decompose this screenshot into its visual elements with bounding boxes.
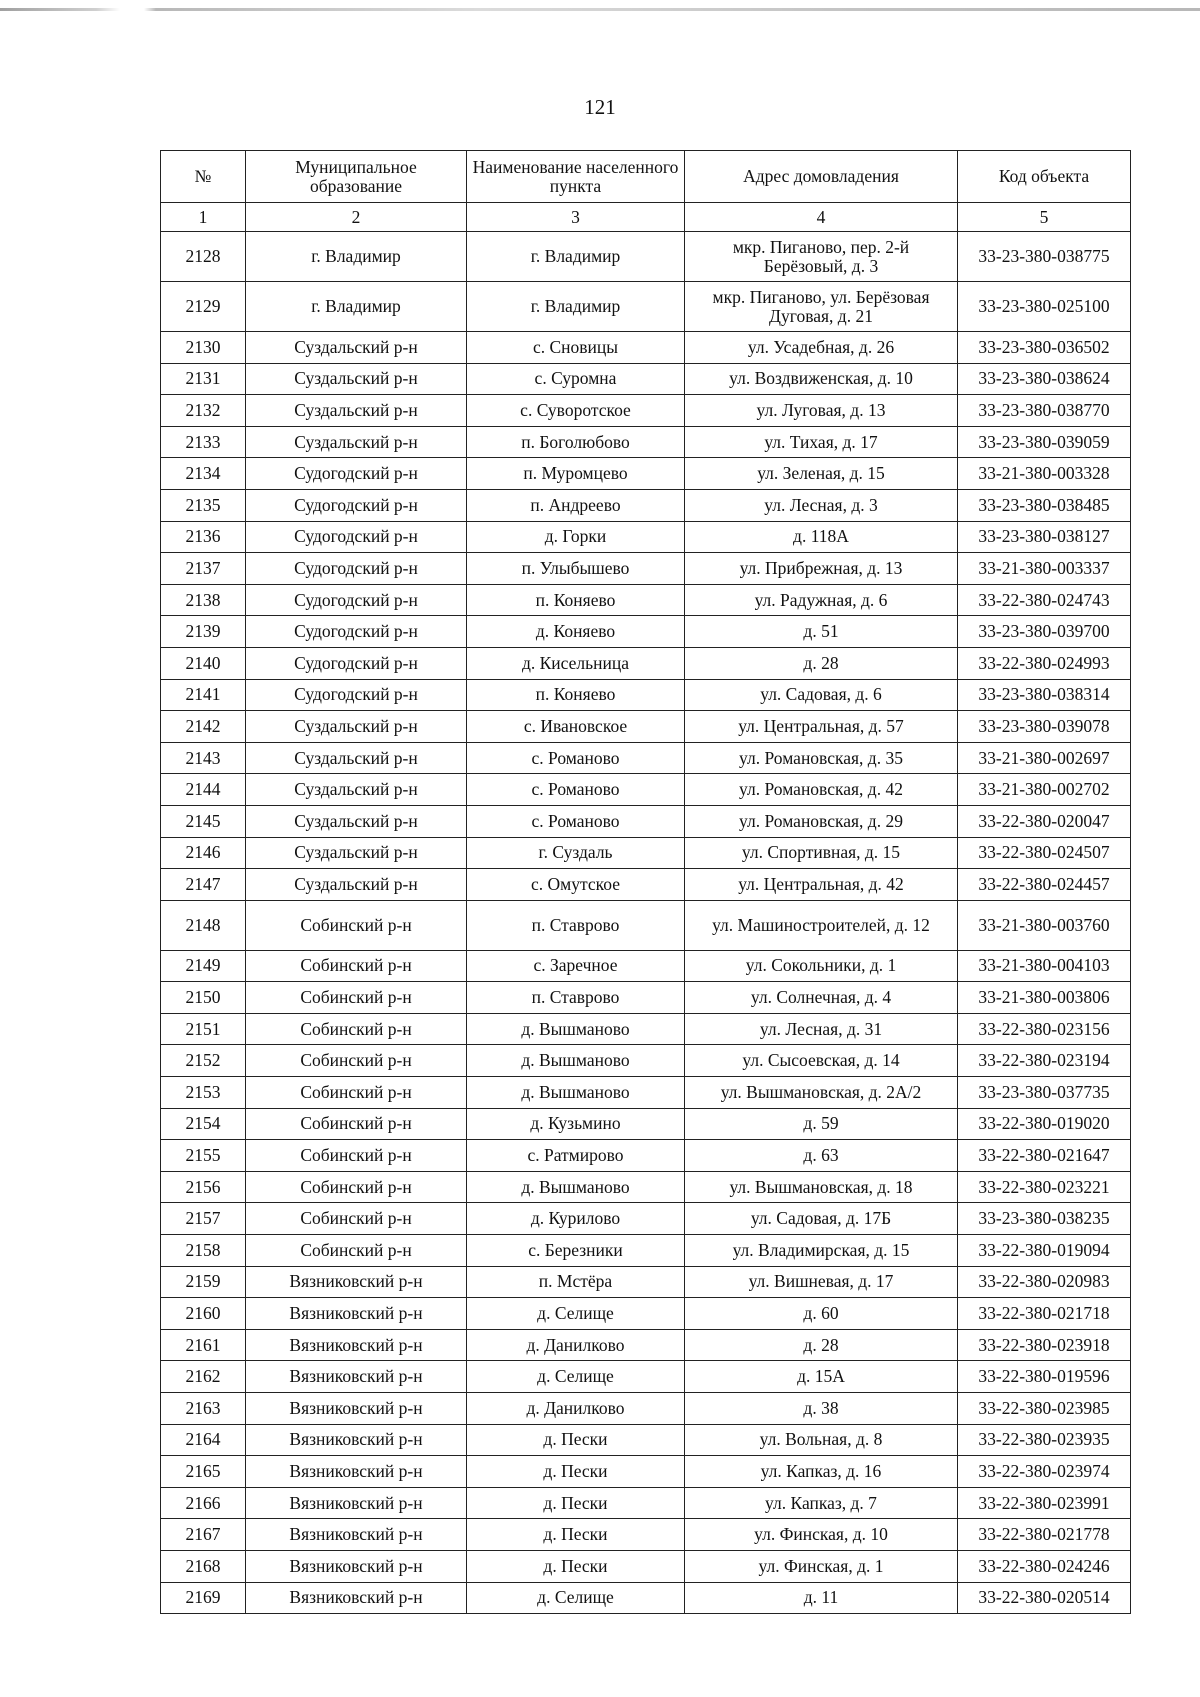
object-code-cell: 33-22-380-023156 (958, 1013, 1131, 1045)
row-number-cell: 2159 (161, 1266, 246, 1298)
table-row (161, 679, 1131, 711)
municipality-cell: Судогодский р-н (246, 679, 467, 711)
table-row (161, 869, 1131, 901)
column-number: 2 (246, 203, 467, 232)
address-cell: ул. Сысоевская, д. 14 (685, 1045, 958, 1077)
address-cell: ул. Машиностроителей, д. 12 (685, 900, 958, 950)
table-row (161, 553, 1131, 585)
municipality-cell: Суздальский р-н (246, 332, 467, 364)
table-row (161, 616, 1131, 648)
row-number-cell: 2154 (161, 1108, 246, 1140)
address-cell: ул. Вышмановская, д. 18 (685, 1171, 958, 1203)
municipality-cell: Вязниковский р-н (246, 1456, 467, 1488)
table-row (161, 1171, 1131, 1203)
address-cell: ул. Зеленая, д. 15 (685, 458, 958, 490)
settlement-cell: д. Пески (467, 1487, 685, 1519)
object-code-cell: 33-21-380-004103 (958, 950, 1131, 982)
object-code-cell: 33-22-380-019020 (958, 1108, 1131, 1140)
object-code-cell: 33-22-380-024743 (958, 584, 1131, 616)
row-number-cell: 2152 (161, 1045, 246, 1077)
municipality-cell: Собинский р-н (246, 1171, 467, 1203)
object-code-cell: 33-22-380-021718 (958, 1298, 1131, 1330)
row-number-cell: 2144 (161, 774, 246, 806)
settlement-cell: г. Владимир (467, 282, 685, 332)
settlement-cell: д. Пески (467, 1424, 685, 1456)
household-registry-table (160, 150, 1131, 1614)
settlement-cell: д. Кисельница (467, 647, 685, 679)
row-number-cell: 2156 (161, 1171, 246, 1203)
object-code-cell: 33-22-380-023935 (958, 1424, 1131, 1456)
address-cell: ул. Воздвиженская, д. 10 (685, 363, 958, 395)
row-number-cell: 2142 (161, 711, 246, 743)
row-number-cell: 2141 (161, 679, 246, 711)
municipality-cell: Судогодский р-н (246, 553, 467, 585)
municipality-cell: Вязниковский р-н (246, 1550, 467, 1582)
page-number: 121 (584, 95, 616, 119)
municipality-cell: Собинский р-н (246, 1108, 467, 1140)
object-code-cell: 33-22-380-024993 (958, 647, 1131, 679)
municipality-cell: Суздальский р-н (246, 395, 467, 427)
row-number-cell: 2162 (161, 1361, 246, 1393)
municipality-cell: Собинский р-н (246, 900, 467, 950)
address-cell: ул. Вольная, д. 8 (685, 1424, 958, 1456)
municipality-cell: Суздальский р-н (246, 426, 467, 458)
settlement-cell: д. Пески (467, 1456, 685, 1488)
address-cell: д. 28 (685, 647, 958, 679)
object-code-cell: 33-22-380-020983 (958, 1266, 1131, 1298)
row-number-cell: 2155 (161, 1140, 246, 1172)
table-row (161, 1424, 1131, 1456)
settlement-cell: д. Вышманово (467, 1077, 685, 1109)
settlement-cell: д. Селище (467, 1582, 685, 1614)
header-number: № (161, 151, 246, 203)
settlement-cell: д. Вышманово (467, 1013, 685, 1045)
municipality-cell: Суздальский р-н (246, 774, 467, 806)
object-code-cell: 33-23-380-038775 (958, 232, 1131, 282)
address-cell: ул. Романовская, д. 29 (685, 805, 958, 837)
municipality-cell: Судогодский р-н (246, 489, 467, 521)
settlement-cell: п. Мстёра (467, 1266, 685, 1298)
address-cell: ул. Вышмановская, д. 2А/2 (685, 1077, 958, 1109)
column-number: 1 (161, 203, 246, 232)
object-code-cell: 33-23-380-038624 (958, 363, 1131, 395)
table-row (161, 1235, 1131, 1267)
municipality-cell: Собинский р-н (246, 950, 467, 982)
settlement-cell: с. Ратмирово (467, 1140, 685, 1172)
settlement-cell: г. Владимир (467, 232, 685, 282)
municipality-cell: Суздальский р-н (246, 869, 467, 901)
row-number-cell: 2143 (161, 742, 246, 774)
object-code-cell: 33-22-380-023991 (958, 1487, 1131, 1519)
row-number-cell: 2135 (161, 489, 246, 521)
table-row (161, 711, 1131, 743)
row-number-cell: 2150 (161, 982, 246, 1014)
address-cell: ул. Солнечная, д. 4 (685, 982, 958, 1014)
row-number-cell: 2161 (161, 1329, 246, 1361)
municipality-cell: Судогодский р-н (246, 521, 467, 553)
object-code-cell: 33-22-380-023194 (958, 1045, 1131, 1077)
address-cell: ул. Лесная, д. 31 (685, 1013, 958, 1045)
municipality-cell: г. Владимир (246, 232, 467, 282)
settlement-cell: п. Ставрово (467, 982, 685, 1014)
address-cell: ул. Романовская, д. 35 (685, 742, 958, 774)
object-code-cell: 33-22-380-024507 (958, 837, 1131, 869)
settlement-cell: п. Муромцево (467, 458, 685, 490)
settlement-cell: д. Данилково (467, 1393, 685, 1425)
settlement-cell: д. Курилово (467, 1203, 685, 1235)
row-number-cell: 2140 (161, 647, 246, 679)
address-cell: ул. Садовая, д. 6 (685, 679, 958, 711)
address-cell: ул. Сокольники, д. 1 (685, 950, 958, 982)
object-code-cell: 33-22-380-023918 (958, 1329, 1131, 1361)
object-code-cell: 33-22-380-021778 (958, 1519, 1131, 1551)
row-number-cell: 2167 (161, 1519, 246, 1551)
municipality-cell: Вязниковский р-н (246, 1266, 467, 1298)
row-number-cell: 2151 (161, 1013, 246, 1045)
address-cell: ул. Центральная, д. 42 (685, 869, 958, 901)
table-row (161, 982, 1131, 1014)
object-code-cell: 33-21-380-002697 (958, 742, 1131, 774)
settlement-cell: с. Суромна (467, 363, 685, 395)
row-number-cell: 2136 (161, 521, 246, 553)
object-code-cell: 33-22-380-024246 (958, 1550, 1131, 1582)
settlement-cell: с. Заречное (467, 950, 685, 982)
object-code-cell: 33-21-380-003328 (958, 458, 1131, 490)
table-row (161, 1550, 1131, 1582)
settlement-cell: г. Суздаль (467, 837, 685, 869)
table-row (161, 805, 1131, 837)
municipality-cell: Вязниковский р-н (246, 1298, 467, 1330)
municipality-cell: Судогодский р-н (246, 616, 467, 648)
address-cell: ул. Капказ, д. 7 (685, 1487, 958, 1519)
object-code-cell: 33-23-380-036502 (958, 332, 1131, 364)
address-cell: ул. Усадебная, д. 26 (685, 332, 958, 364)
row-number-cell: 2129 (161, 282, 246, 332)
table-row (161, 1108, 1131, 1140)
row-number-cell: 2163 (161, 1393, 246, 1425)
address-cell: д. 60 (685, 1298, 958, 1330)
row-number-cell: 2130 (161, 332, 246, 364)
address-cell: ул. Спортивная, д. 15 (685, 837, 958, 869)
municipality-cell: Вязниковский р-н (246, 1582, 467, 1614)
settlement-cell: с. Романово (467, 805, 685, 837)
table-row (161, 774, 1131, 806)
table-row (161, 1582, 1131, 1614)
settlement-cell: п. Коняево (467, 679, 685, 711)
row-number-cell: 2164 (161, 1424, 246, 1456)
settlement-cell: п. Коняево (467, 584, 685, 616)
municipality-cell: Собинский р-н (246, 1235, 467, 1267)
object-code-cell: 33-21-380-003806 (958, 982, 1131, 1014)
row-number-cell: 2131 (161, 363, 246, 395)
address-cell: д. 59 (685, 1108, 958, 1140)
municipality-cell: Собинский р-н (246, 1077, 467, 1109)
object-code-cell: 33-23-380-039700 (958, 616, 1131, 648)
address-cell: д. 51 (685, 616, 958, 648)
header-object-code: Код объекта (958, 151, 1131, 203)
municipality-cell: Собинский р-н (246, 1203, 467, 1235)
settlement-cell: п. Боголюбово (467, 426, 685, 458)
row-number-cell: 2132 (161, 395, 246, 427)
address-cell: ул. Луговая, д. 13 (685, 395, 958, 427)
municipality-cell: Суздальский р-н (246, 711, 467, 743)
municipality-cell: Вязниковский р-н (246, 1329, 467, 1361)
object-code-cell: 33-23-380-038485 (958, 489, 1131, 521)
table-row (161, 837, 1131, 869)
address-cell: ул. Лесная, д. 3 (685, 489, 958, 521)
column-number: 5 (958, 203, 1131, 232)
address-cell: ул. Финская, д. 10 (685, 1519, 958, 1551)
row-number-cell: 2145 (161, 805, 246, 837)
row-number-cell: 2160 (161, 1298, 246, 1330)
row-number-cell: 2166 (161, 1487, 246, 1519)
municipality-cell: Вязниковский р-н (246, 1393, 467, 1425)
municipality-cell: Судогодский р-н (246, 458, 467, 490)
address-cell: ул. Вишневая, д. 17 (685, 1266, 958, 1298)
header-address: Адрес домовладения (685, 151, 958, 203)
municipality-cell: Судогодский р-н (246, 647, 467, 679)
row-number-cell: 2147 (161, 869, 246, 901)
object-code-cell: 33-23-380-038235 (958, 1203, 1131, 1235)
row-number-cell: 2153 (161, 1077, 246, 1109)
object-code-cell: 33-22-380-023985 (958, 1393, 1131, 1425)
table-row (161, 1456, 1131, 1488)
settlement-cell: д. Селище (467, 1298, 685, 1330)
municipality-cell: Вязниковский р-н (246, 1361, 467, 1393)
table-row (161, 1298, 1131, 1330)
municipality-cell: г. Владимир (246, 282, 467, 332)
table-row (161, 426, 1131, 458)
table-row (161, 900, 1131, 950)
column-number-row (161, 203, 1131, 232)
column-number: 3 (467, 203, 685, 232)
municipality-cell: Суздальский р-н (246, 837, 467, 869)
settlement-cell: с. Сновицы (467, 332, 685, 364)
settlement-cell: п. Андреево (467, 489, 685, 521)
municipality-cell: Вязниковский р-н (246, 1424, 467, 1456)
table-row (161, 1203, 1131, 1235)
table-row (161, 1329, 1131, 1361)
settlement-cell: д. Вышманово (467, 1171, 685, 1203)
object-code-cell: 33-21-380-003337 (958, 553, 1131, 585)
table-row (161, 1045, 1131, 1077)
row-number-cell: 2168 (161, 1550, 246, 1582)
municipality-cell: Собинский р-н (246, 1013, 467, 1045)
table-row (161, 521, 1131, 553)
address-cell: ул. Центральная, д. 57 (685, 711, 958, 743)
settlement-cell: с. Березники (467, 1235, 685, 1267)
settlement-cell: д. Вышманово (467, 1045, 685, 1077)
table-row (161, 1487, 1131, 1519)
table-row (161, 1266, 1131, 1298)
table-row (161, 1140, 1131, 1172)
object-code-cell: 33-23-380-039059 (958, 426, 1131, 458)
settlement-cell: д. Селище (467, 1361, 685, 1393)
object-code-cell: 33-22-380-020047 (958, 805, 1131, 837)
address-cell: ул. Прибрежная, д. 13 (685, 553, 958, 585)
table-row (161, 332, 1131, 364)
address-cell: д. 63 (685, 1140, 958, 1172)
table-row (161, 1361, 1131, 1393)
settlement-cell: с. Романово (467, 742, 685, 774)
address-cell: д. 118А (685, 521, 958, 553)
object-code-cell: 33-22-380-019094 (958, 1235, 1131, 1267)
settlement-cell: с. Суворотское (467, 395, 685, 427)
municipality-cell: Вязниковский р-н (246, 1487, 467, 1519)
address-cell: ул. Капказ, д. 16 (685, 1456, 958, 1488)
address-cell: ул. Романовская, д. 42 (685, 774, 958, 806)
row-number-cell: 2165 (161, 1456, 246, 1488)
address-cell: мкр. Пиганово, ул. Берёзовая Дуговая, д. 21 (685, 282, 958, 332)
row-number-cell: 2134 (161, 458, 246, 490)
column-number: 4 (685, 203, 958, 232)
settlement-cell: с. Романово (467, 774, 685, 806)
table-row (161, 489, 1131, 521)
address-cell: ул. Владимирская, д. 15 (685, 1235, 958, 1267)
object-code-cell: 33-23-380-039078 (958, 711, 1131, 743)
object-code-cell: 33-23-380-038314 (958, 679, 1131, 711)
table-header-row (161, 151, 1131, 203)
row-number-cell: 2157 (161, 1203, 246, 1235)
address-cell: д. 11 (685, 1582, 958, 1614)
row-number-cell: 2149 (161, 950, 246, 982)
object-code-cell: 33-21-380-002702 (958, 774, 1131, 806)
settlement-cell: д. Данилково (467, 1329, 685, 1361)
table-row (161, 1519, 1131, 1551)
settlement-cell: с. Ивановское (467, 711, 685, 743)
object-code-cell: 33-22-380-023974 (958, 1456, 1131, 1488)
object-code-cell: 33-23-380-038770 (958, 395, 1131, 427)
object-code-cell: 33-22-380-024457 (958, 869, 1131, 901)
scan-edge-line (0, 8, 1200, 11)
object-code-cell: 33-23-380-037735 (958, 1077, 1131, 1109)
municipality-cell: Суздальский р-н (246, 805, 467, 837)
object-code-cell: 33-23-380-025100 (958, 282, 1131, 332)
table-row (161, 647, 1131, 679)
settlement-cell: д. Кузьмино (467, 1108, 685, 1140)
settlement-cell: с. Омутское (467, 869, 685, 901)
settlement-cell: д. Горки (467, 521, 685, 553)
object-code-cell: 33-23-380-038127 (958, 521, 1131, 553)
address-cell: мкр. Пиганово, пер. 2-й Берёзовый, д. 3 (685, 232, 958, 282)
settlement-cell: д. Пески (467, 1550, 685, 1582)
table-row (161, 395, 1131, 427)
settlement-cell: д. Пески (467, 1519, 685, 1551)
table-row (161, 363, 1131, 395)
header-municipality: Муниципальное образование (246, 151, 467, 203)
table-body (161, 232, 1131, 1614)
address-cell: ул. Радужная, д. 6 (685, 584, 958, 616)
address-cell: д. 38 (685, 1393, 958, 1425)
settlement-cell: п. Улыбышево (467, 553, 685, 585)
row-number-cell: 2138 (161, 584, 246, 616)
row-number-cell: 2128 (161, 232, 246, 282)
table-row (161, 282, 1131, 332)
municipality-cell: Собинский р-н (246, 982, 467, 1014)
address-cell: ул. Финская, д. 1 (685, 1550, 958, 1582)
table-row (161, 1393, 1131, 1425)
header-settlement: Наименование населенного пункта (467, 151, 685, 203)
row-number-cell: 2146 (161, 837, 246, 869)
row-number-cell: 2137 (161, 553, 246, 585)
row-number-cell: 2148 (161, 900, 246, 950)
table-row (161, 1077, 1131, 1109)
municipality-cell: Суздальский р-н (246, 363, 467, 395)
address-cell: д. 28 (685, 1329, 958, 1361)
row-number-cell: 2139 (161, 616, 246, 648)
municipality-cell: Вязниковский р-н (246, 1519, 467, 1551)
table-row (161, 950, 1131, 982)
address-cell: д. 15А (685, 1361, 958, 1393)
row-number-cell: 2133 (161, 426, 246, 458)
table-row (161, 232, 1131, 282)
municipality-cell: Собинский р-н (246, 1140, 467, 1172)
row-number-cell: 2158 (161, 1235, 246, 1267)
table-row (161, 584, 1131, 616)
address-cell: ул. Тихая, д. 17 (685, 426, 958, 458)
municipality-cell: Судогодский р-н (246, 584, 467, 616)
address-cell: ул. Садовая, д. 17Б (685, 1203, 958, 1235)
municipality-cell: Суздальский р-н (246, 742, 467, 774)
object-code-cell: 33-22-380-019596 (958, 1361, 1131, 1393)
table-row (161, 458, 1131, 490)
row-number-cell: 2169 (161, 1582, 246, 1614)
settlement-cell: д. Коняево (467, 616, 685, 648)
object-code-cell: 33-21-380-003760 (958, 900, 1131, 950)
settlement-cell: п. Ставрово (467, 900, 685, 950)
municipality-cell: Собинский р-н (246, 1045, 467, 1077)
object-code-cell: 33-22-380-021647 (958, 1140, 1131, 1172)
table-row (161, 1013, 1131, 1045)
object-code-cell: 33-22-380-023221 (958, 1171, 1131, 1203)
table-row (161, 742, 1131, 774)
object-code-cell: 33-22-380-020514 (958, 1582, 1131, 1614)
